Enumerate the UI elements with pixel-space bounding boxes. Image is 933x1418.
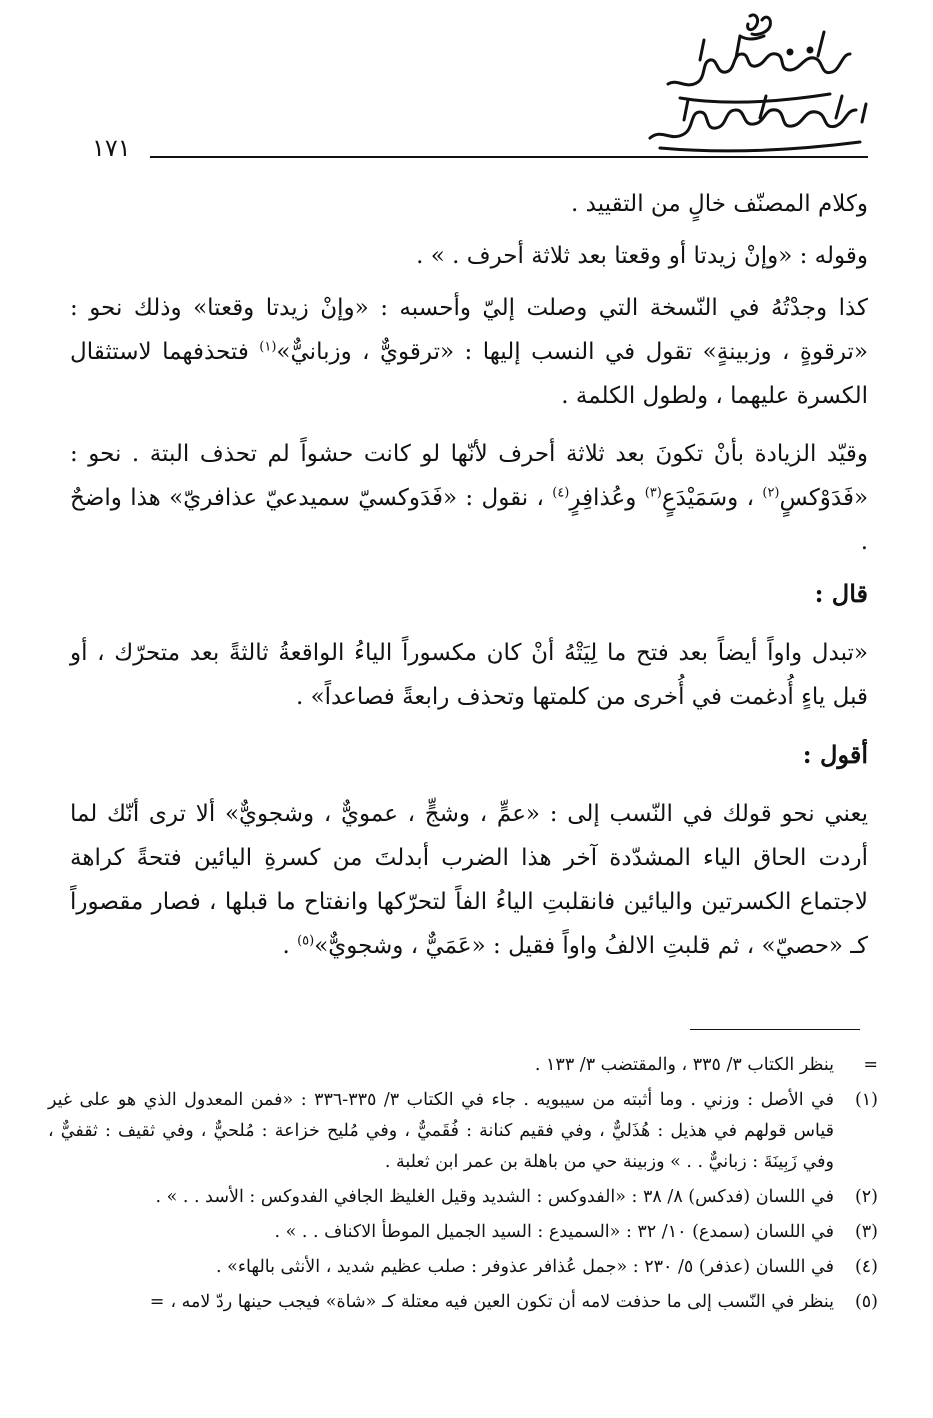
paragraph-4-part-3: وعُذافِرٍ [569, 485, 637, 511]
paragraph-4-tail: ، نقول : «فَدَوكسيّ سميدعيّ عذافريّ» هذا واضحٌ . [70, 485, 868, 555]
footnote-ref-4[interactable]: (٤) [552, 485, 570, 501]
paragraph-6 [70, 792, 868, 968]
footnote-continuation [48, 1050, 878, 1081]
footnote-ref-5[interactable]: (٥) [297, 933, 315, 949]
footnote-5-continuation-marker: = [149, 1292, 165, 1312]
calligraphy-stamp [640, 6, 880, 156]
footnote-3 [48, 1217, 878, 1248]
paragraph-5 [70, 631, 868, 719]
footnote-4 [48, 1252, 878, 1283]
main-text [70, 182, 868, 968]
paragraph-1 [70, 182, 868, 226]
footnote-1-text: في الأصل : وزني . وما أثبته من سيبويه . جاء في الكتاب ٣/ ٣٣٥-٣٣٦ : «فمن المعدول الذي هو على غير قياس قولهم في هذيل : هُذَليٌّ ، وفي فقيم كنانة : فُقَميٌّ ، وفي مُليح خزاعة : مُلحيٌّ ، وفي ثقيف : ثقفيٌّ ، وفي زَبِينَةَ : زبانيٌّ . . » وزبينة حي من باهلة بن عمر ابن ثعلبة . [48, 1090, 834, 1172]
footnote-2 [48, 1182, 878, 1213]
footnote-5-text: ينظر في النّسب إلى ما حذفت لامه أن تكون العين فيه معتلة كـ «شاة» فيجب حينها ردّ لامه ، [170, 1292, 834, 1312]
paragraph-3-text: كذا وجدْتُهُ في النّسخة التي وصلت إليّ وأحسبه : «وإنْ زيدتا وقعتا» وذلك نحو : «ترقوةٍ ، وزبينةٍ» تقول في النسب إليها : «ترقويٌّ ، وزبانيٌّ» [70, 295, 868, 365]
paragraph-3-tail: فتحذفهما لاستثقال الكسرة عليهما ، ولطول الكلمة . [70, 339, 868, 409]
footnote-separator [690, 1029, 860, 1030]
footnote-1 [48, 1085, 878, 1178]
paragraph-4 [70, 432, 868, 564]
header-rule [150, 156, 868, 158]
paragraph-6-text: يعني نحو قولك في النّسب إلى : «عمٍّ ، وشجٍّ ، عمويٌّ ، وشجويٌّ» ألا ترى أنّك لما أردت الحاق الياء المشدّدة آخر هذا الضرب أبدلتَ من كسرةِ اليائين فتحةً كراهة لاجتماع الكسرتين واليائين فانقلبتِ الياءُ الفاً لتحرّكها وانفتاح ما قبلها ، فصار مقصوراً كـ «حصيّ» ، ثم قلبتِ الالفُ واواً فقيل : «عَمَيٌّ ، وشجويٌّ» [70, 801, 868, 959]
footnote-5-body [48, 1287, 834, 1318]
footnote-ref-1[interactable]: (١) [259, 339, 277, 355]
footnotes [48, 1050, 878, 1318]
paragraph-4-part-2: ، وسَمَيْدَعٍ [661, 485, 755, 511]
paragraph-2 [70, 234, 868, 278]
footnote-ref-2[interactable]: (٢) [762, 485, 780, 501]
footnote-ref-3[interactable]: (٣) [644, 485, 662, 501]
heading-aqulu [70, 733, 868, 778]
footnote-5 [48, 1287, 878, 1318]
footnote-1-number: (١) [854, 1090, 878, 1110]
footnote-2-number: (٢) [854, 1187, 878, 1207]
page-number: ١٧١ [92, 134, 131, 162]
footnote-4-number: (٤) [854, 1257, 878, 1277]
heading-qala-text: قال : [814, 579, 868, 608]
heading-qala [70, 572, 868, 617]
heading-aqulu-text: أقول : [802, 740, 868, 769]
footnote-5-number: (٥) [854, 1292, 878, 1312]
footnote-3-number: (٣) [854, 1222, 878, 1242]
footnote-4-text: في اللسان (عذفر) ٥/ ٢٣٠ : «جمل عُذافر عذوفر : صلب عظيم شديد ، الأنثى بالهاء» . [216, 1257, 834, 1277]
footnote-3-text: في اللسان (سمدع) ١٠/ ٣٢ : «السميدع : السيد الجميل الموطأ الاكناف . . » . [274, 1222, 834, 1242]
calligraphy-stamp-graphic [640, 6, 880, 156]
paragraph-4-text: وقيّد الزيادة بأنْ تكونَ بعد ثلاثة أحرف لأنّها لو كانت حشواً لم تحذف البتة . نحو : «فَدَوْكسٍ [70, 441, 869, 511]
footnote-continuation-marker: = [863, 1055, 878, 1075]
paragraph-6-tail: . [282, 933, 290, 959]
paragraph-1-text: وكلام المصنّف خالٍ من التقييد . [571, 191, 868, 217]
footnote-continuation-text: ينظر الكتاب ٣/ ٣٣٥ ، والمقتضب ٣/ ١٣٣ . [534, 1055, 834, 1075]
paragraph-5-text: «تبدل واواً أيضاً بعد فتح ما لِيَتْهُ أنْ كان مكسوراً الياءُ الواقعةُ ثالثةً بعد متحرّك ، أو قبل ياءٍ أُدغمت في أُخرى من كلمتها وتحذف رابعةً فصاعداً» . [70, 640, 868, 710]
footnote-2-text: في اللسان (فدكس) ٨/ ٣٨ : «الفدوكس : الشديد وقيل الغليظ الجافي الفدوكس : الأسد . . » . [155, 1187, 834, 1207]
paragraph-3 [70, 286, 868, 418]
paragraph-2-text: وقوله : «وإنْ زيدتا أو وقعتا بعد ثلاثة أحرف . » . [416, 243, 868, 269]
